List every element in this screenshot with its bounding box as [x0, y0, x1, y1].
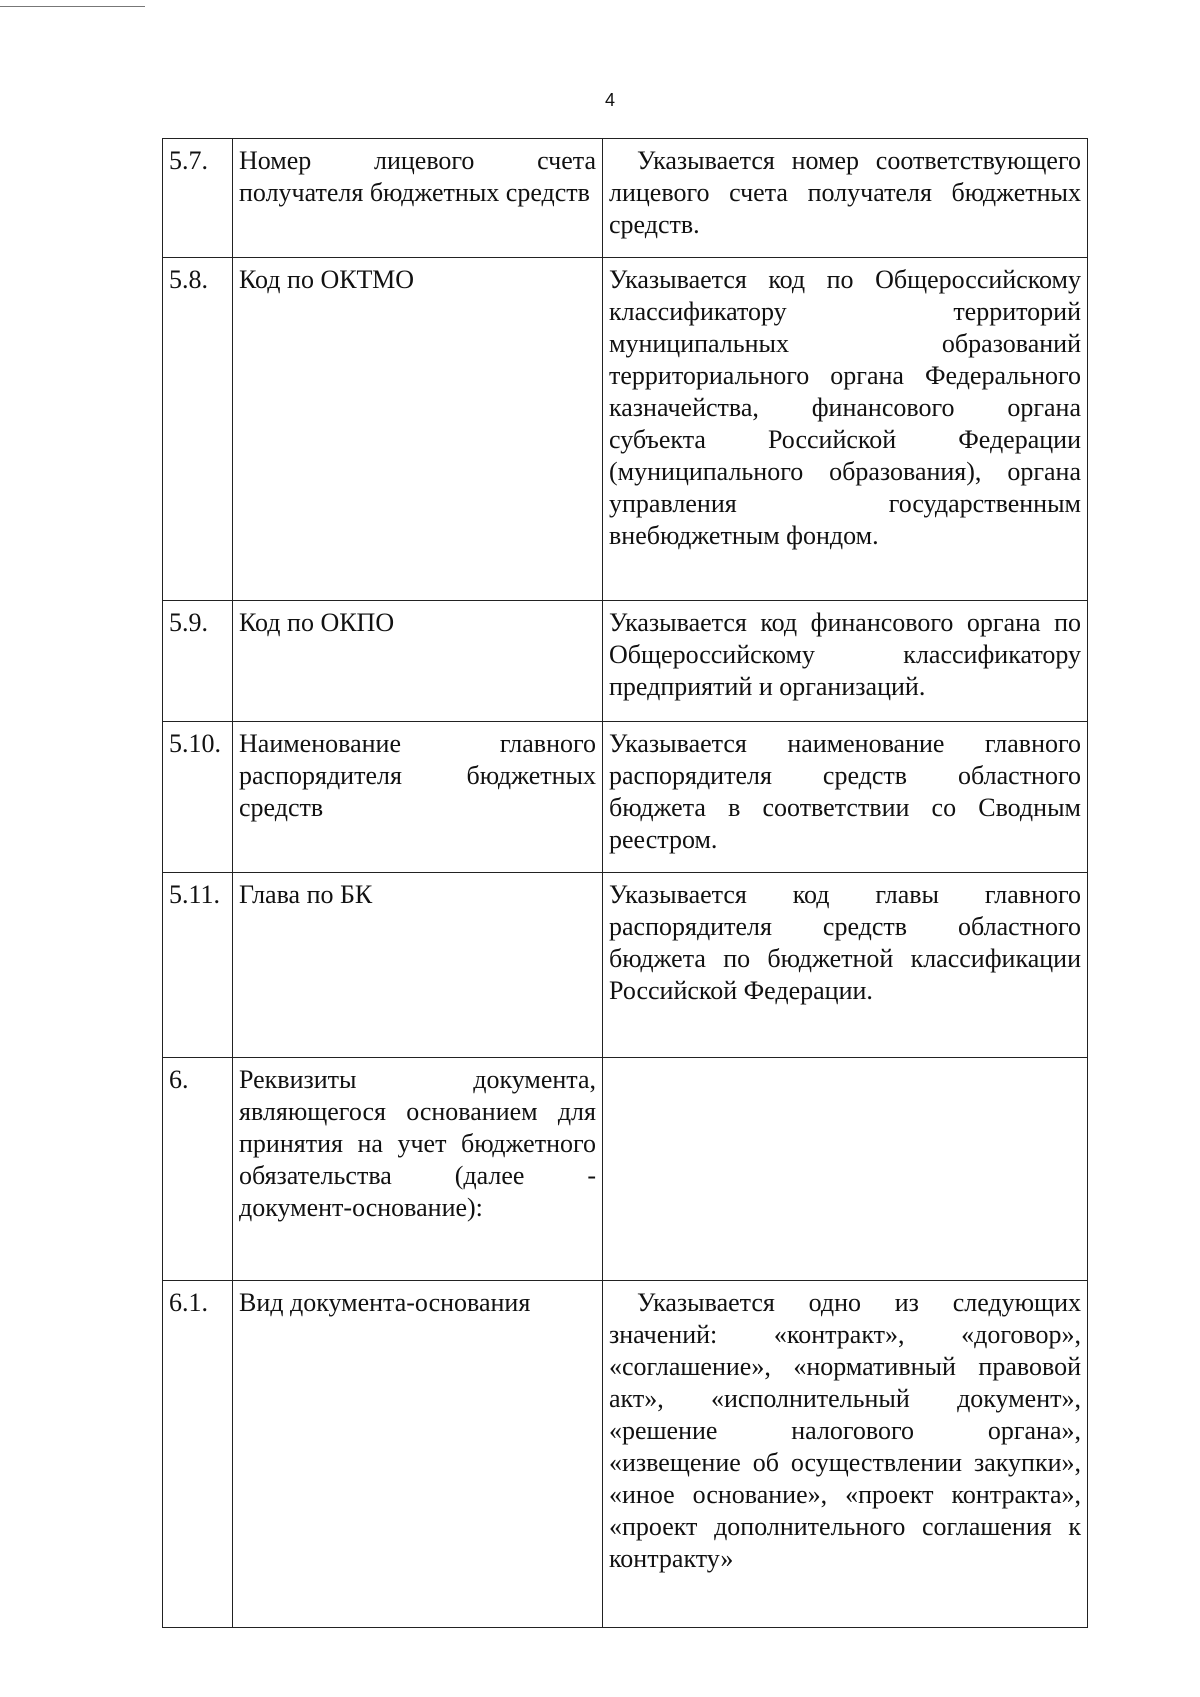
row-number: 5.8.	[163, 258, 233, 601]
field-description	[603, 1281, 1088, 1628]
requisites-table	[162, 138, 1088, 1628]
field-name: Наименование главного распорядителя бюджетных средств	[233, 722, 603, 873]
field-description: Указывается наименование главного распорядителя средств областного бюджета в соответствии со Сводным реестром.	[603, 722, 1088, 873]
row-number: 6.1.	[163, 1281, 233, 1628]
table-row	[163, 873, 1088, 1058]
field-name: Реквизиты документа, являющегося основанием для принятия на учет бюджетного обязательства (далее - документ-основание):	[233, 1058, 603, 1281]
row-number: 5.10.	[163, 722, 233, 873]
field-description: Указывается код по Общероссийскому классификатору территорий муниципальных образований территориального органа Федерального казначейства, финансового органа субъекта Российской Федерации (муниципального образования), органа управления государственным внебюджетным фондом.	[603, 258, 1088, 601]
field-name: Код по ОКПО	[233, 601, 603, 722]
table-row	[163, 1058, 1088, 1281]
field-name: Номер лицевого счета получателя бюджетных средств	[233, 139, 603, 258]
field-description-text: Указывается номер соответствующего лицевого счета получателя бюджетных средств.	[609, 146, 1081, 239]
field-name: Вид документа-основания	[233, 1281, 603, 1628]
field-description: Указывается код главы главного распорядителя средств областного бюджета по бюджетной классификации Российской Федерации.	[603, 873, 1088, 1058]
row-number: 5.9.	[163, 601, 233, 722]
page-number: 4	[604, 90, 615, 110]
scan-artifact-line	[0, 6, 145, 7]
field-name: Код по ОКТМО	[233, 258, 603, 601]
row-number: 5.11.	[163, 873, 233, 1058]
row-number: 5.7.	[163, 139, 233, 258]
row-number: 6.	[163, 1058, 233, 1281]
field-description	[603, 139, 1088, 258]
table-row	[163, 1281, 1088, 1628]
field-description	[603, 1058, 1088, 1281]
field-description-text: Указывается одно из следующих значений: «контракт», «договор», «соглашение», «нормативный правовой акт», «исполнительный документ», «решение налогового органа», «извещение об осуществлении закупки», «иное основание», «проект контракта», «проект дополнительного соглашения к контракту»	[609, 1288, 1081, 1573]
table-row	[163, 722, 1088, 873]
field-description: Указывается код финансового органа по Общероссийскому классификатору предприятий и организаций.	[603, 601, 1088, 722]
field-name: Глава по БК	[233, 873, 603, 1058]
table-row	[163, 139, 1088, 258]
table-row	[163, 601, 1088, 722]
table-row	[163, 258, 1088, 601]
